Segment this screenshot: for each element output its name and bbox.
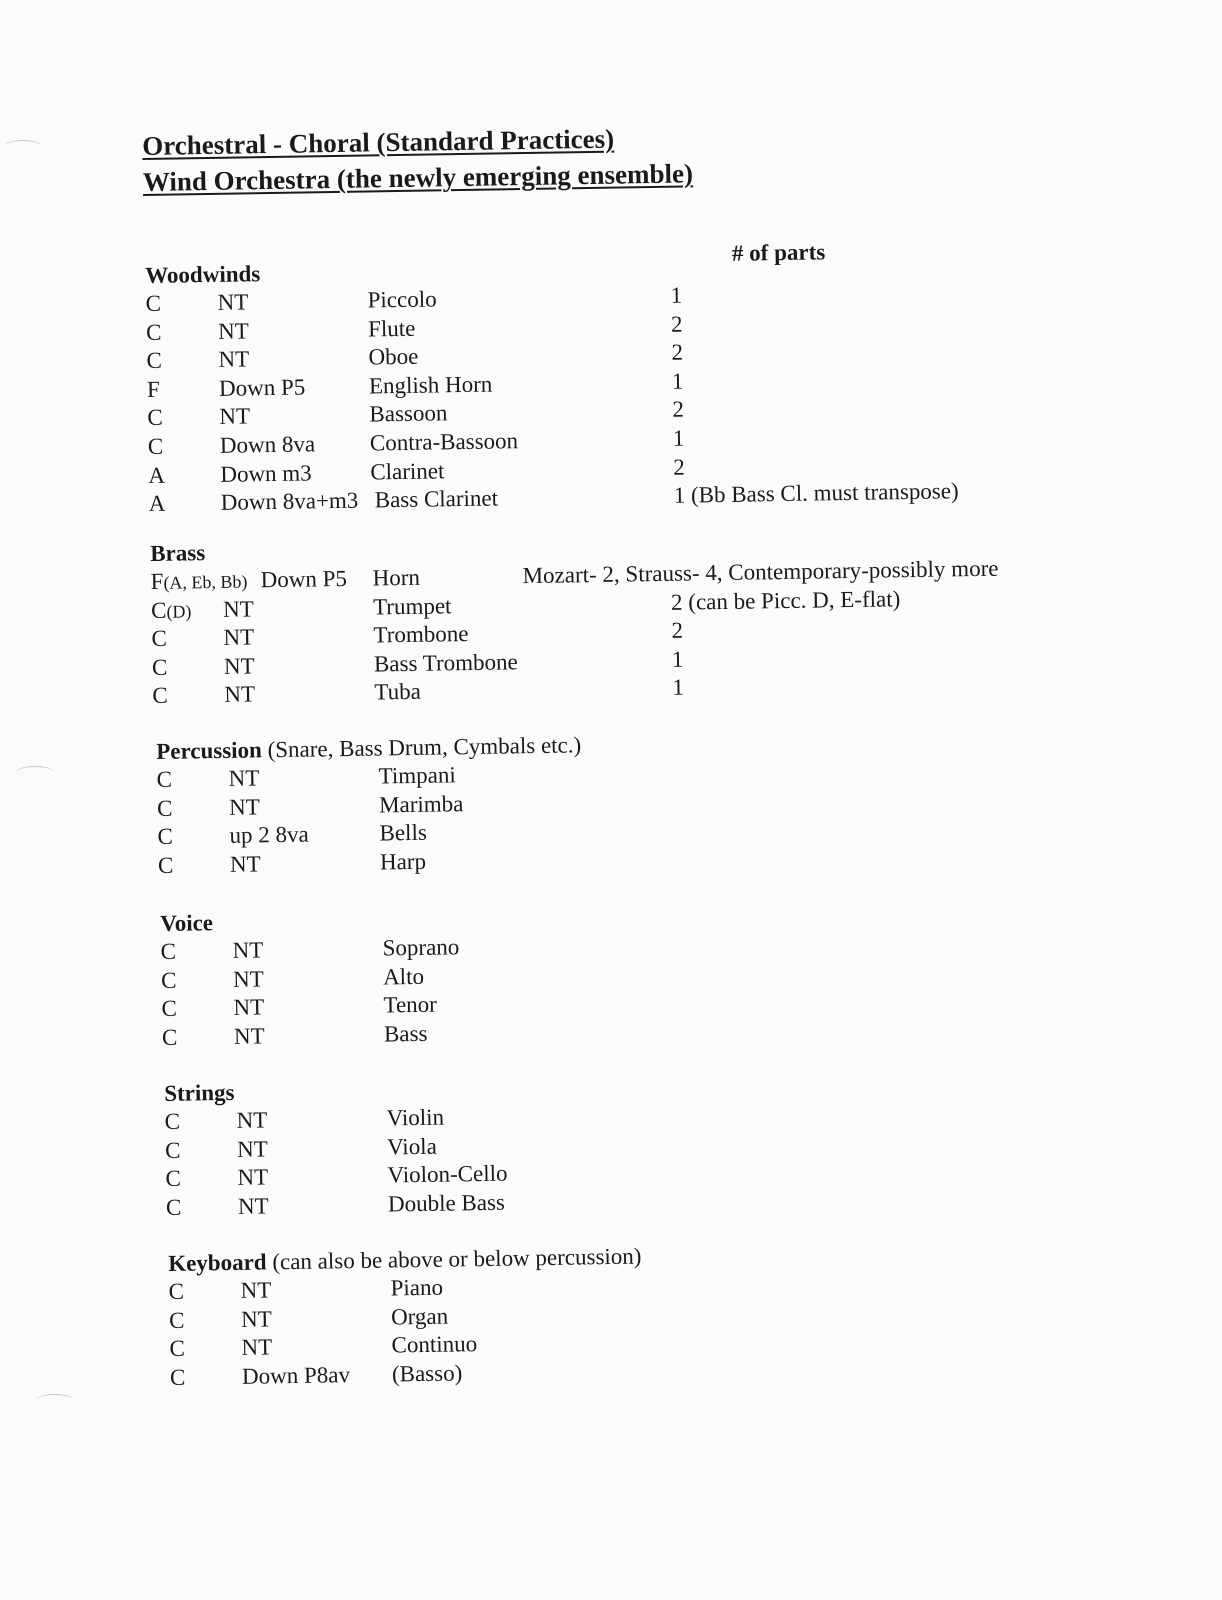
key-cell: F <box>146 376 160 402</box>
transposition-cell: Down 8va <box>219 431 316 458</box>
instrument-cell: English Horn <box>368 371 493 399</box>
key-cell: C <box>156 795 173 821</box>
transposition-cell: Down P5 <box>218 374 306 401</box>
transposition-cell: NT <box>223 624 255 651</box>
key-cell: C(D) <box>150 597 192 623</box>
title-block <box>142 119 693 200</box>
key-cell: C <box>151 625 168 652</box>
key-cell: C <box>146 347 163 374</box>
parts-cell: 1 <box>671 646 684 672</box>
parts-cell: 1 (Bb Bass Cl. must transpose) <box>673 478 959 508</box>
key-cell: C <box>152 683 168 709</box>
key-cell: A <box>148 490 166 517</box>
instrument-cell: Violin <box>386 1104 445 1131</box>
parts-cell: 1 <box>672 425 685 451</box>
parts-cell: 2 <box>673 454 685 480</box>
transposition-cell: NT <box>232 965 264 992</box>
key-cell: C <box>161 995 178 1022</box>
key-cell: C <box>157 823 174 850</box>
strings-heading: Strings <box>164 1079 235 1106</box>
transposition-cell: NT <box>218 346 250 373</box>
key-cell: C <box>160 967 177 993</box>
transposition-cell: NT <box>222 595 254 622</box>
parts-cell: 2 <box>671 617 684 644</box>
transposition-cell: NT <box>236 1135 268 1162</box>
instrument-cell: (Basso) <box>391 1360 463 1387</box>
instrument-cell: Horn <box>372 564 421 591</box>
percussion-section <box>156 727 858 880</box>
brass-section <box>150 526 1053 711</box>
transposition-cell: NT <box>237 1193 269 1219</box>
key-cell: C <box>168 1307 185 1333</box>
instrument-cell: Piano <box>390 1274 444 1301</box>
instrument-cell: Bassoon <box>369 400 448 427</box>
instrument-cell: Violon-Cello <box>387 1160 508 1188</box>
percussion-heading-note: (Snare, Bass Drum, Cymbals etc.) <box>261 732 582 763</box>
title-orchestral-choral: Orchestral - Choral (Standard Practices) <box>142 123 615 161</box>
key-cell: C <box>169 1335 186 1362</box>
parts-cell: Mozart- 2, Strauss- 4, Contemporary-possibly more <box>522 555 999 589</box>
key-cell: C <box>161 1024 178 1050</box>
transposition-cell: Down P5 <box>260 565 348 593</box>
transposition-cell: Down m3 <box>220 459 312 487</box>
key-cell: C <box>145 290 162 316</box>
key-cell: C <box>156 766 173 792</box>
title-wind-orchestra: Wind Orchestra (the newly emerging ensemble) <box>142 158 694 197</box>
parts-cell: 1 <box>672 675 685 701</box>
voice-section <box>160 902 662 1052</box>
transposition-cell: NT <box>241 1334 273 1361</box>
transposition-cell: NT <box>219 403 251 430</box>
instrument-cell: Clarinet <box>370 457 445 485</box>
parts-column-header: # of parts <box>731 239 826 266</box>
woodwinds-section <box>145 239 999 519</box>
instrument-cell: Tenor <box>383 991 438 1018</box>
key-cell: C <box>168 1278 185 1304</box>
keyboard-section <box>168 1239 870 1392</box>
transposition-cell: NT <box>236 1107 268 1133</box>
instrument-cell: Trombone <box>373 621 469 648</box>
keyboard-heading-note: (can also be above or below percussion) <box>266 1243 642 1275</box>
parts-cell: 2 <box>670 311 683 337</box>
instrument-cell: Bells <box>379 819 427 846</box>
parts-cell: 2 <box>671 339 684 365</box>
key-note: (D) <box>166 600 192 622</box>
key-cell: C <box>165 1165 182 1192</box>
key-cell: C <box>145 319 162 345</box>
instrument-cell: Oboe <box>368 343 419 370</box>
transposition-cell: NT <box>232 937 264 963</box>
instrument-cell: Organ <box>390 1303 449 1330</box>
hole-punch-mark <box>4 140 42 153</box>
instrument-cell: Soprano <box>382 934 460 961</box>
instrument-cell: Harp <box>379 848 427 875</box>
parts-cell: 2 (can be Picc. D, E-flat) <box>670 585 901 615</box>
instrument-cell: Bass Trombone <box>373 649 518 677</box>
transposition-cell: NT <box>237 1164 269 1191</box>
key-cell: C <box>147 405 163 431</box>
transposition-cell: NT <box>228 793 260 820</box>
woodwinds-heading: Woodwinds <box>145 261 261 288</box>
percussion-heading: Percussion (Snare, Bass Drum, Cymbals etc.) <box>156 732 582 764</box>
instrument-cell: Flute <box>367 315 416 342</box>
key-cell: C <box>151 654 168 680</box>
instrument-cell: Bass Clarinet <box>374 485 499 513</box>
hole-punch-mark <box>36 1394 74 1407</box>
keyboard-heading: Keyboard (can also be above or below percussion) <box>168 1243 642 1276</box>
transposition-cell: Down P8av <box>241 1361 351 1389</box>
transposition-cell: NT <box>217 317 249 344</box>
instrument-cell: Trumpet <box>372 592 452 620</box>
parts-cell: 1 <box>670 282 683 308</box>
key-cell: A <box>148 462 166 488</box>
key-cell: C <box>147 433 164 459</box>
key-cell: C <box>164 1108 181 1134</box>
transposition-cell: NT <box>223 653 255 679</box>
parts-cell: 1 <box>671 368 684 394</box>
voice-heading: Voice <box>160 910 214 936</box>
transposition-cell: NT <box>240 1305 272 1332</box>
key-cell: C <box>165 1194 182 1220</box>
key-cell: F(A, Eb, Bb) <box>150 568 248 594</box>
transposition-cell: NT <box>217 289 249 315</box>
instrument-cell: Timpani <box>378 762 456 789</box>
instrument-cell: Double Bass <box>387 1189 506 1217</box>
key-cell: C <box>157 852 174 878</box>
key-cell: C <box>169 1364 186 1390</box>
instrument-cell: Viola <box>386 1133 437 1160</box>
instrument-cell: Continuo <box>391 1331 478 1358</box>
transposition-cell: NT <box>229 851 261 877</box>
transposition-cell: NT <box>240 1277 272 1303</box>
instrument-cell: Contra-Bassoon <box>369 428 519 456</box>
instrument-cell: Piccolo <box>367 286 437 313</box>
transposition-cell: up 2 8va <box>229 821 309 849</box>
parts-cell: 2 <box>672 396 685 423</box>
key-cell: C <box>164 1137 181 1163</box>
instrument-cell: Tuba <box>374 679 422 705</box>
instrument-cell: Marimba <box>378 790 464 818</box>
brass-heading: Brass <box>150 540 206 566</box>
transposition-cell: Down 8va+m3 <box>220 487 359 515</box>
transposition-cell: NT <box>228 765 260 791</box>
instrument-cell: Alto <box>382 963 425 990</box>
transposition-cell: NT <box>233 994 265 1021</box>
key-cell: C <box>160 938 177 964</box>
hole-punch-mark <box>16 766 54 779</box>
instrument-cell: Bass <box>383 1020 428 1047</box>
strings-section <box>164 1072 666 1222</box>
transposition-cell: NT <box>233 1023 265 1049</box>
transposition-cell: NT <box>224 681 256 708</box>
key-note: (A, Eb, Bb) <box>163 571 248 593</box>
